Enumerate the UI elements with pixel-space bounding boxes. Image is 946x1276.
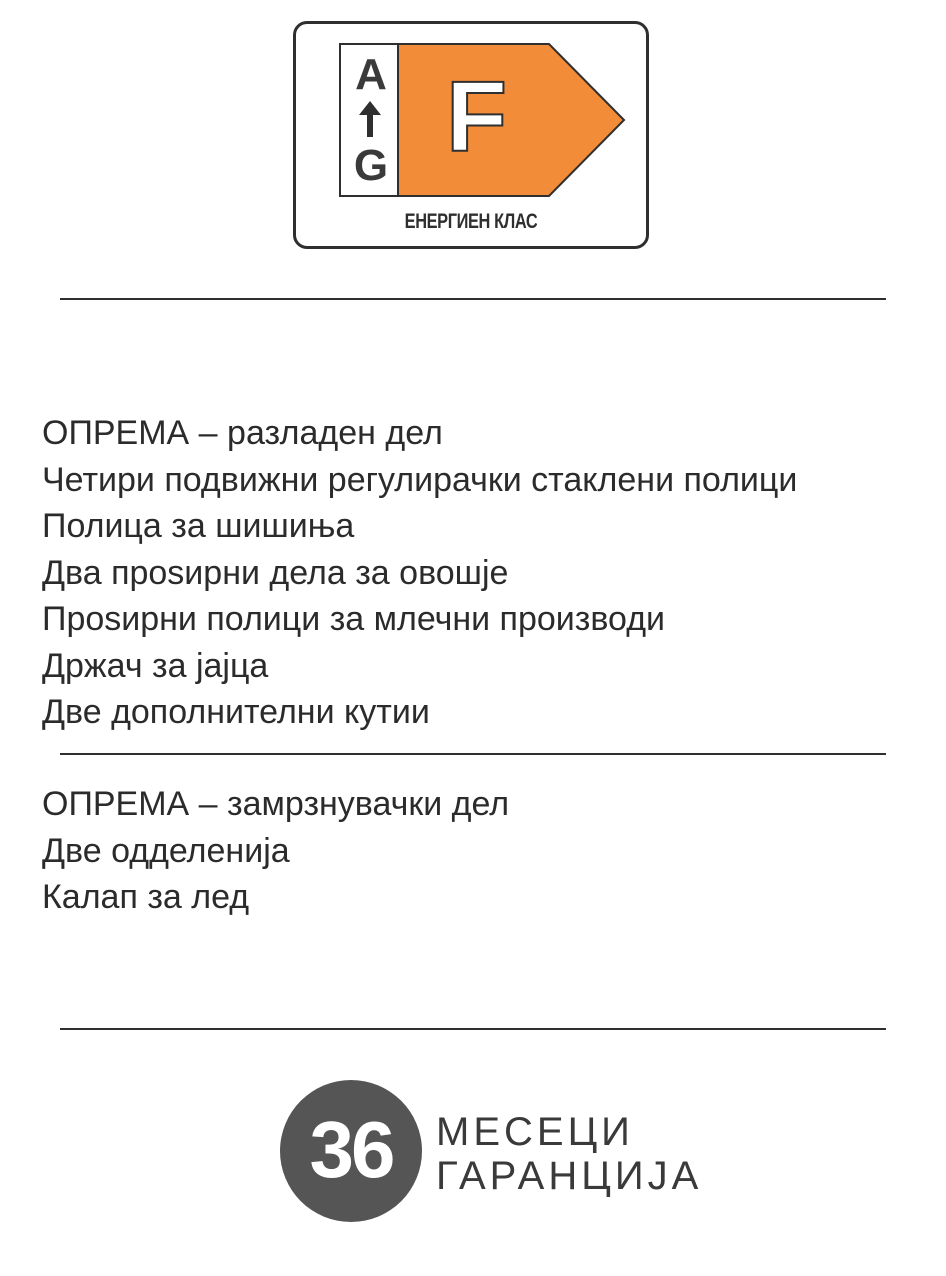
arrow-up-icon bbox=[357, 99, 383, 139]
list-item: Два проѕирни дела за овошје bbox=[42, 553, 509, 592]
energy-class-arrow bbox=[397, 43, 627, 197]
list-item: Проѕирни полици за млечни производи bbox=[42, 600, 666, 638]
energy-class-caption: ЕНЕРГИЕН КЛАС bbox=[404, 210, 538, 233]
scale-bottom-letter: G bbox=[353, 141, 389, 190]
divider-bottom bbox=[60, 1028, 886, 1030]
energy-class-letter: F bbox=[446, 61, 508, 173]
list-item: Две дополнителни кутии bbox=[42, 693, 430, 731]
list-item: Држач за јајца bbox=[42, 646, 269, 685]
freezer-equipment-list bbox=[42, 781, 509, 921]
warranty-line-2: ГАРАНЦИЈА bbox=[436, 1154, 703, 1198]
energy-label bbox=[293, 21, 649, 249]
warranty-line-1: МЕСЕЦИ bbox=[436, 1110, 634, 1154]
list-item: Четири подвижни регулирачки стаклени полици bbox=[42, 460, 798, 499]
refrigerator-equipment-list bbox=[42, 410, 797, 736]
scale-top-letter: A bbox=[355, 50, 387, 99]
list-item: Калап за лед bbox=[42, 878, 250, 916]
divider-top bbox=[60, 298, 886, 300]
list-item: Полица за шишиња bbox=[42, 507, 355, 545]
warranty-months: 36 bbox=[309, 1105, 393, 1194]
warranty-badge bbox=[280, 1080, 422, 1222]
list-item: ОПРЕМА – разладен дел bbox=[42, 414, 443, 452]
energy-scale bbox=[339, 43, 399, 197]
list-item: Две одделенија bbox=[42, 831, 290, 870]
list-item: ОПРЕМА – замрзнувачки дел bbox=[42, 785, 510, 823]
divider-middle bbox=[60, 753, 886, 755]
